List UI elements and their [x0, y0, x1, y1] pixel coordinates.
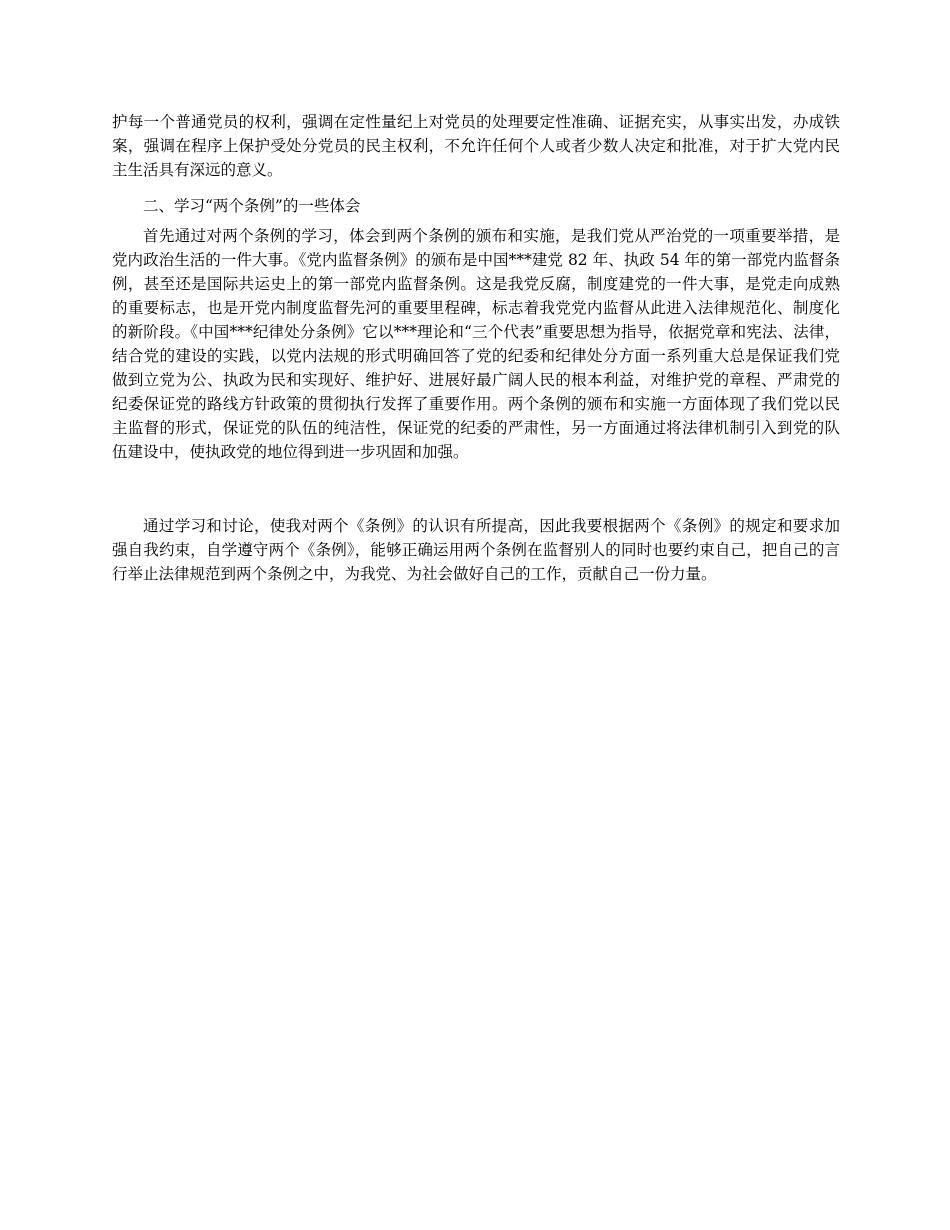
- spacer: [112, 182, 840, 188]
- paragraph-conclusion: 通过学习和讨论，使我对两个《条例》的认识有所提高，因此我要根据两个《条例》的规定和要求加强自我约束，自学遵守两个《条例》，能够正确运用两个条例在监督别人的同时也要约束自己，把自己的言行举止法律规范到两个条例之中，为我党、为社会做好自己的工作，贡献自己一份力量。: [112, 517, 840, 583]
- section-heading: 二、学习“两个条例”的一些体会: [143, 197, 361, 215]
- paragraph-body: 首先通过对两个条例的学习，体会到两个条例的颁布和实施，是我们党从严治党的一项重要举措，是党内政治生活的一件大事。《党内监督条例》的颁布是中国***建党 82 年、执政 54 年的第一部党内监督条例，甚至还是国际共运史上的第一部党内监督条例。这是我党反腐，制度建党的一件大事，是党走向成熟的重要标志，也是开党内制度监督先河的重要里程碑，标志着我党党内监督从此进入法律规范化、制度化的新阶段。《中国***纪律处分条例》它以***理论和“三个代表”重要思想为指导，依据党章和宪法、法律，结合党的建设的实践，以党内法规的形式明确回答了党的纪委和纪律处分方面一系列重大总是保证我们党做到立党为公、执政为民和实现好、维护好、进展好最广阔人民的根本利益，对维护党的章程、严肃党的纪委保证党的路线方针政策的贯彻执行发挥了重要作用。两个条例的颁布和实施一方面体现了我们党以民主监督的形式，保证党的队伍的纯洁性，保证党的纪委的严肃性，另一方面通过将法律机制引入到党的队伍建设中，使执政党的地位得到进一步巩固和加强。: [112, 227, 840, 461]
- paragraph-continuation: 护每一个普通党员的权利，强调在定性量纪上对党员的处理要定性准确、证据充实，从事实出发，办成铁案，强调在程序上保护受处分党员的民主权利，不允许任何个人或者少数人决定和批准，对于扩大党内民主生活具有深远的意义。: [112, 113, 840, 179]
- document-page: [112, 110, 840, 586]
- spacer: [112, 464, 840, 514]
